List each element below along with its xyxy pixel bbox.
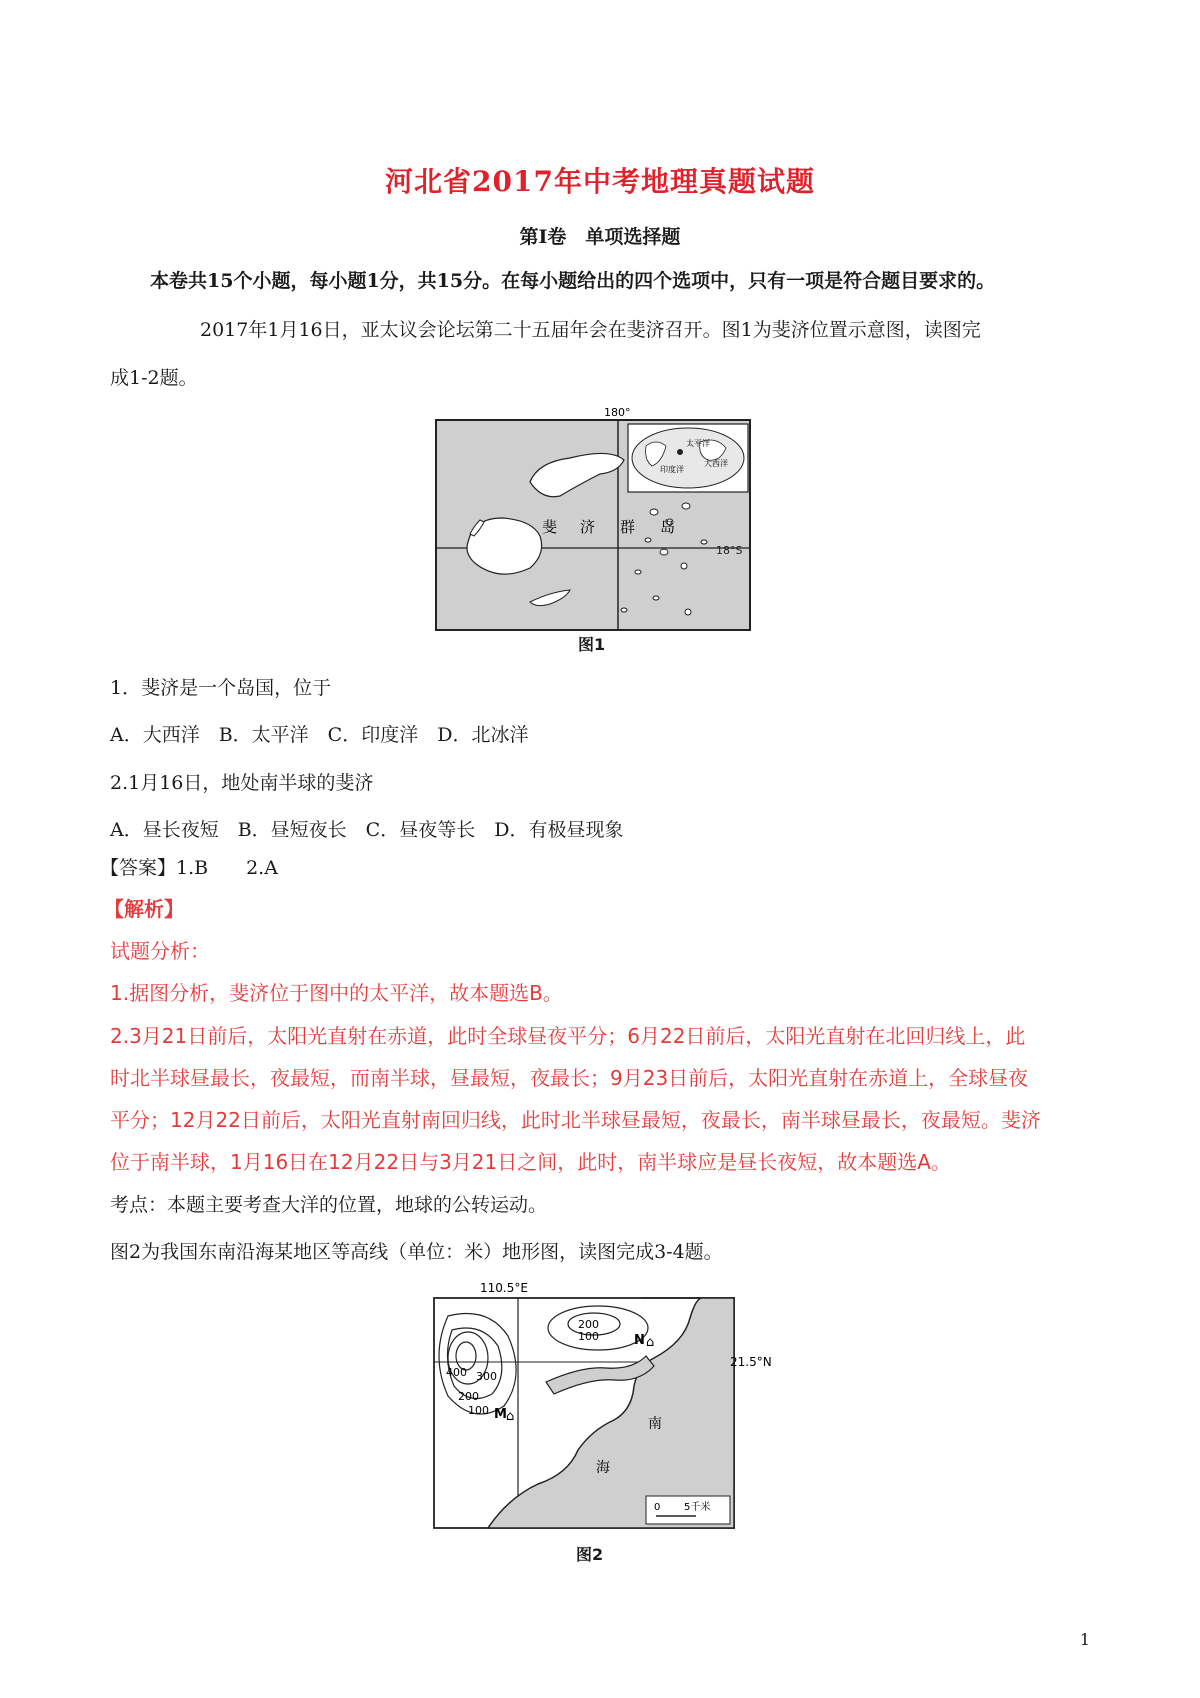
sea-char-2: 海 <box>596 1460 610 1476</box>
figure-2-caption: 图2 <box>576 1545 604 1564</box>
figure-2-latitude-label: 21.5°N <box>730 1355 772 1369</box>
section-heading: 第Ⅰ卷 单项选择题 <box>519 226 681 248</box>
contour-label-400: 400 <box>446 1366 467 1379</box>
intro-paragraph-2: 图2为我国东南沿海某地区等高线（单位：米）地形图，读图完成3-4题。 <box>110 1241 723 1263</box>
question-2: 2.1月16日，地处南半球的斐济 <box>110 772 374 794</box>
analysis-subheading: 试题分析： <box>110 939 210 963</box>
contour-label-200-left: 200 <box>458 1390 479 1403</box>
place-char-2: 济 <box>580 518 596 536</box>
figure-2-longitude-label: 110.5°E <box>480 1281 528 1295</box>
contour-label-300: 300 <box>476 1370 497 1383</box>
instructions: 本卷共15个小题，每小题1分，共15分。在每小题给出的四个选项中，只有一项是符合题目要求的。 <box>150 270 996 292</box>
intro-paragraph-1-line-1: 2017年1月16日，亚太议会论坛第二十五届年会在斐济召开。图1为斐济位置示意图，读图完 <box>200 319 981 341</box>
point-m-label: M <box>494 1407 507 1422</box>
figure-1-caption: 图1 <box>578 635 606 654</box>
analysis-heading: 【解析】 <box>104 897 184 921</box>
contour-label-100-left: 100 <box>468 1404 489 1417</box>
figure-1-map <box>434 402 754 662</box>
analysis-point-2-line-1: 2.3月21日前后，太阳光直射在赤道，此时全球昼夜平分；6月22日前后，太阳光直射在北回归线上，此 <box>110 1024 1026 1048</box>
inset-label-pacific: 太平洋 <box>686 439 710 448</box>
figure-1-latitude-label: 18°S <box>716 544 743 557</box>
document-title: 河北省2017年中考地理真题试题 <box>385 165 815 198</box>
scale-zero: 0 <box>654 1502 661 1513</box>
house-icon-n: ⌂ <box>646 1335 655 1350</box>
analysis-point-2-line-4: 位于南半球，1月16日在12月22日与3月21日之间，此时，南半球应是昼长夜短，故本题选A。 <box>110 1150 951 1174</box>
house-icon-m: ⌂ <box>506 1409 515 1424</box>
place-char-1: 斐 <box>542 518 558 536</box>
question-2-options: A．昼长夜短 B．昼短夜长 C．昼夜等长 D．有极昼现象 <box>110 819 624 841</box>
place-char-4: 岛 <box>660 518 676 536</box>
answer-line: 【答案】1.B 2.A <box>100 857 278 879</box>
question-1: 1．斐济是一个岛国，位于 <box>110 677 332 699</box>
point-n-label: N <box>634 1333 645 1348</box>
page-number: 1 <box>1079 1630 1090 1649</box>
kaodian-line: 考点：本题主要考查大洋的位置，地球的公转运动。 <box>110 1194 548 1216</box>
inset-label-atlantic: 大西洋 <box>704 459 728 468</box>
contour-label-200-top: 200 <box>578 1318 599 1331</box>
analysis-point-1: 1.据图分析，斐济位于图中的太平洋，故本题选B。 <box>110 981 563 1005</box>
analysis-point-2-line-3: 平分；12月22日前后，太阳光直射南回归线，此时北半球昼最短，夜最长，南半球昼最长，夜最短。斐济 <box>110 1108 1041 1132</box>
contour-label-100-top: 100 <box>578 1330 599 1343</box>
scale-label: 5千米 <box>684 1502 711 1513</box>
figure-2-contour-map <box>428 1276 788 1558</box>
intro-paragraph-1-line-2: 成1-2题。 <box>110 367 198 389</box>
analysis-point-2-line-2: 时北半球昼最长，夜最短，而南半球，昼最短，夜最长；9月23日前后，太阳光直射在赤道上，全球昼夜 <box>110 1066 1029 1090</box>
inset-label-indian: 印度洋 <box>660 465 684 474</box>
place-char-3: 群 <box>620 518 636 536</box>
figure-1-longitude-label: 180° <box>604 406 631 419</box>
sea-char-1: 南 <box>648 1416 662 1432</box>
question-1-options: A．大西洋 B．太平洋 C．印度洋 D．北冰洋 <box>110 724 529 746</box>
